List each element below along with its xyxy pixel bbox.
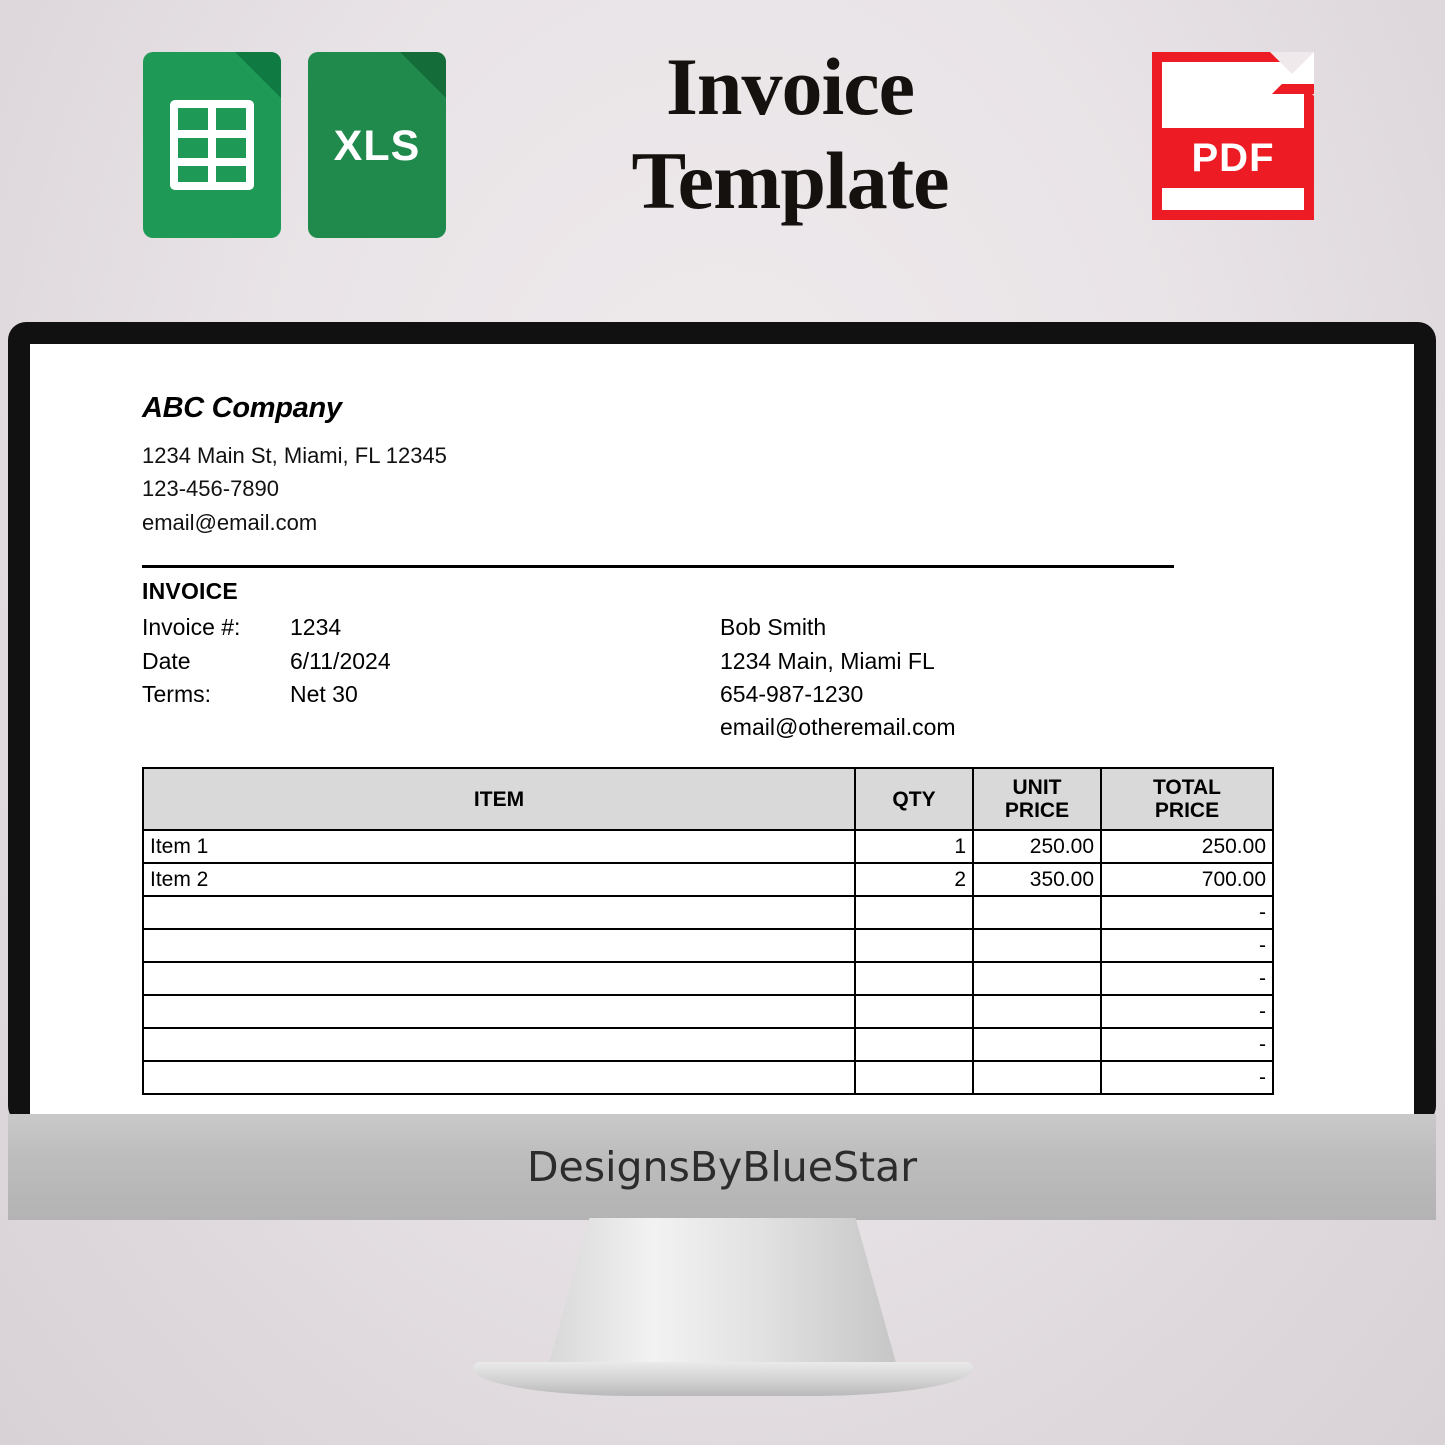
sheets-icon-grid-vline (208, 108, 216, 182)
xls-icon-label: XLS (333, 122, 421, 170)
monitor-chin (8, 1114, 1436, 1220)
invoice-date-value: 6/11/2024 (290, 647, 391, 674)
cell-qty (855, 896, 973, 929)
line-items-header (143, 768, 1273, 830)
page-title-line2: Template (631, 135, 949, 226)
cell-item: Item 1 (143, 830, 855, 863)
invoice-document (30, 344, 1414, 1124)
line-items-body (143, 830, 1273, 1094)
cell-qty (855, 962, 973, 995)
column-header-total-price-line1: TOTAL (1152, 775, 1222, 799)
cell-total-price: - (1101, 929, 1273, 962)
monitor-stand-foot (473, 1362, 973, 1396)
monitor-stand-neck (548, 1218, 898, 1368)
brand-name: DesignsByBlueStar (526, 1143, 918, 1191)
invoice-date-label: Date (142, 647, 191, 674)
cell-unit-price: 250.00 (973, 830, 1101, 863)
cell-unit-price (973, 962, 1101, 995)
column-header-qty: QTY (855, 768, 973, 830)
cell-total-price: - (1101, 1061, 1273, 1094)
cell-total-price: - (1101, 896, 1273, 929)
header-divider (142, 565, 1174, 568)
bill-to-name: Bob Smith (720, 614, 827, 641)
column-header-total-price (1101, 768, 1273, 830)
cell-unit-price (973, 1028, 1101, 1061)
cell-item (143, 896, 855, 929)
monitor-screen (30, 344, 1414, 1124)
line-items-table (142, 767, 1274, 1095)
invoice-number-row (142, 611, 391, 644)
invoice-date-row (142, 645, 391, 678)
bill-to-phone: 654-987-1230 (720, 681, 864, 707)
table-row (143, 962, 1273, 995)
company-phone: 123-456-7890 (142, 476, 280, 502)
cell-qty (855, 929, 973, 962)
cell-qty (855, 1028, 973, 1061)
table-row (143, 1061, 1273, 1094)
company-email: email@email.com (142, 509, 318, 535)
monitor-frame (8, 322, 1436, 1124)
cell-qty: 1 (855, 830, 973, 863)
company-address: 1234 Main St, Miami, FL 12345 (142, 443, 447, 468)
invoice-terms-row (142, 678, 391, 711)
invoice-terms-label: Terms: (142, 681, 211, 707)
cell-qty (855, 1061, 973, 1094)
cell-total-price: - (1101, 1028, 1273, 1061)
invoice-section-label: INVOICE (142, 578, 238, 605)
company-name: ABC Company (142, 392, 342, 424)
column-header-item: ITEM (143, 768, 855, 830)
cell-unit-price (973, 1061, 1101, 1094)
cell-total-price: - (1101, 995, 1273, 1028)
cell-unit-price (973, 995, 1101, 1028)
bill-to-block (720, 611, 956, 744)
invoice-number-value: 1234 (290, 614, 342, 641)
table-row (143, 830, 1273, 863)
cell-qty (855, 995, 973, 1028)
pdf-icon-band (1152, 128, 1314, 188)
bill-to-email: email@otheremail.com (720, 714, 956, 741)
bill-to-address: 1234 Main, Miami FL (720, 647, 935, 674)
column-header-unit-price (973, 768, 1101, 830)
xls-file-icon (308, 52, 446, 238)
page-title-line1: Invoice (665, 41, 915, 132)
cell-item (143, 929, 855, 962)
table-header-row (143, 768, 1273, 830)
page-title (480, 41, 1100, 226)
cell-item: Item 2 (143, 863, 855, 896)
cell-total-price: 700.00 (1101, 863, 1273, 896)
cell-item (143, 1061, 855, 1094)
table-row (143, 929, 1273, 962)
table-row (143, 1028, 1273, 1061)
table-row (143, 896, 1273, 929)
cell-total-price: - (1101, 962, 1273, 995)
google-sheets-icon (143, 52, 281, 238)
cell-unit-price (973, 929, 1101, 962)
invoice-meta (142, 611, 1318, 751)
column-header-unit-price-line1: UNIT (1012, 775, 1062, 799)
sheets-icon-grid (170, 100, 254, 190)
pdf-file-icon (1152, 52, 1314, 220)
cell-unit-price: 350.00 (973, 863, 1101, 896)
invoice-number-label: Invoice #: (142, 614, 241, 641)
cell-item (143, 962, 855, 995)
table-row (143, 863, 1273, 896)
column-header-unit-price-line2: PRICE (1004, 799, 1070, 823)
cell-total-price: 250.00 (1101, 830, 1273, 863)
header-banner (0, 0, 1445, 310)
invoice-terms-value: Net 30 (290, 681, 358, 707)
cell-unit-price (973, 896, 1101, 929)
pdf-icon-label: PDF (1191, 135, 1275, 180)
column-header-total-price-line2: PRICE (1154, 799, 1220, 823)
cell-qty: 2 (855, 863, 973, 896)
cell-item (143, 1028, 855, 1061)
table-row (143, 995, 1273, 1028)
invoice-meta-left (142, 611, 391, 711)
cell-item (143, 995, 855, 1028)
